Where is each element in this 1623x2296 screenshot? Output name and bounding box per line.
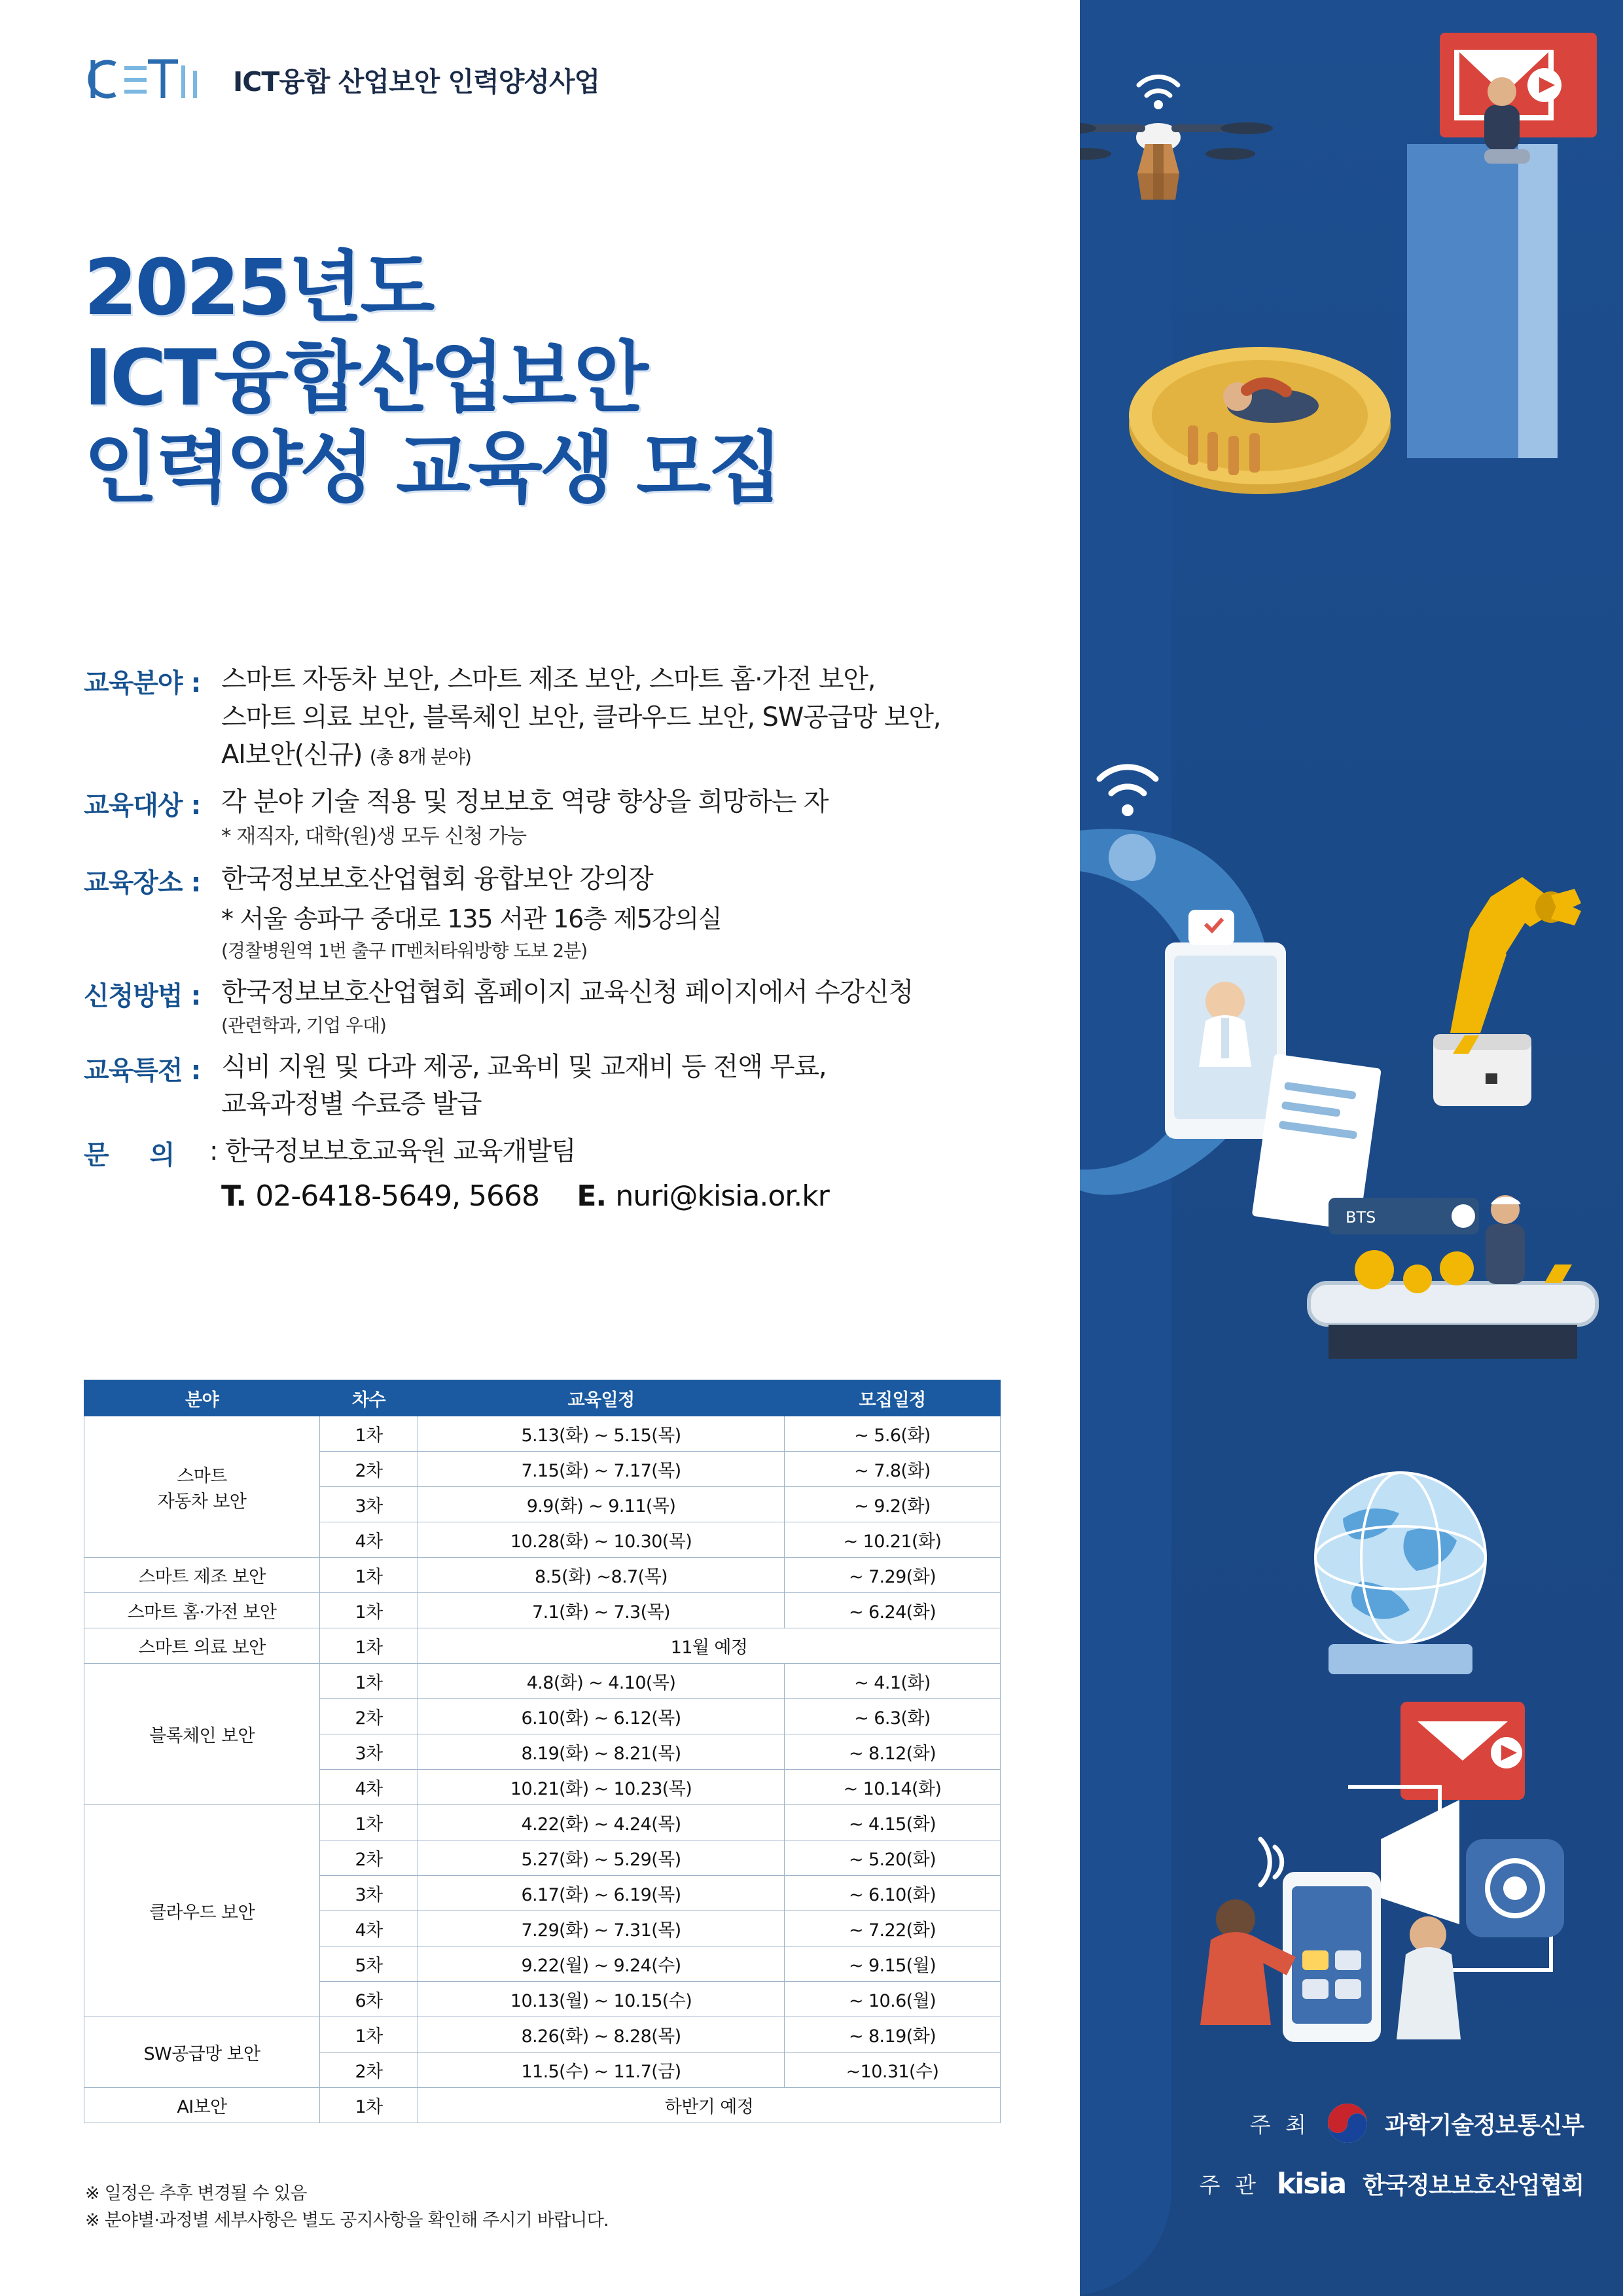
cell-round: 1차	[320, 1558, 418, 1593]
table-row	[84, 2088, 1001, 2123]
cell-edu-date: 4.22(화) ~ 4.24(목)	[418, 1805, 785, 1840]
cell-apply-date: ~ 10.21(화)	[785, 1522, 1001, 1558]
brand-header	[85, 51, 599, 107]
cell-round: 2차	[320, 2053, 418, 2088]
cell-area: 스마트 자동차 보안	[84, 1416, 320, 1558]
cell-round: 4차	[320, 1911, 418, 1946]
drone-illustration	[1080, 39, 1289, 249]
cell-apply-date: ~ 7.29(화)	[785, 1558, 1001, 1593]
cell-edu-date: 5.13(화) ~ 5.15(목)	[418, 1416, 785, 1452]
table-row	[84, 2017, 1001, 2053]
schedule-table	[84, 1380, 1001, 2123]
page-title	[84, 242, 1079, 513]
sponsor-row-host	[1126, 2103, 1584, 2144]
cell-area: 스마트 제조 보안	[84, 1558, 320, 1593]
gold-coin-illustration	[1109, 327, 1410, 517]
cell-apply-date: ~ 5.20(화)	[785, 1840, 1001, 1876]
info-body-contact: : 한국정보보호교육원 교육개발팀 T. 02-6418-5649, 5668 E. nuri@kisia.or.kr	[221, 1133, 1065, 1217]
email-label: E.	[577, 1179, 607, 1213]
table-row	[84, 1628, 1001, 1664]
cell-apply-date: ~10.31(수)	[785, 2053, 1001, 2088]
cell-edu-date: 7.15(화) ~ 7.17(목)	[418, 1452, 785, 1487]
info-label-venue: 교육장소 :	[84, 868, 201, 898]
info-row-benefits	[84, 1049, 1065, 1124]
cell-edu-date: 5.27(화) ~ 5.29(목)	[418, 1840, 785, 1876]
rok-taegeuk-icon	[1327, 2103, 1368, 2144]
info-body-target	[221, 783, 1065, 852]
sponsor-row-organizer	[1126, 2167, 1584, 2200]
info-label-contact: 문 의	[84, 1139, 191, 1170]
brand-title: ICT융합 산업보안 인력양성사업	[233, 65, 600, 98]
info-label-apply: 신청방법 :	[84, 980, 201, 1011]
email-value: nuri@kisia.or.kr	[615, 1179, 829, 1213]
info-body-venue	[221, 861, 1065, 965]
cell-edu-date: 6.17(화) ~ 6.19(목)	[418, 1876, 785, 1911]
cell-round: 1차	[320, 1416, 418, 1452]
cell-round: 1차	[320, 1664, 418, 1699]
info-row-contact	[84, 1133, 1065, 1217]
decorative-panel	[1080, 0, 1623, 2296]
info-body-apply	[221, 974, 1065, 1039]
cell-round: 1차	[320, 1628, 418, 1664]
cell-round: 6차	[320, 1982, 418, 2017]
table-row	[84, 1805, 1001, 1840]
sponsor-role-label: 주 최	[1249, 2111, 1311, 2138]
cell-edu-date: 11월 예정	[418, 1628, 1001, 1664]
cell-round: 3차	[320, 1487, 418, 1522]
th-edu: 교육일정	[418, 1380, 785, 1416]
cell-apply-date: ~ 6.24(화)	[785, 1593, 1001, 1628]
smart-factory-illustration	[1289, 1119, 1616, 1381]
field-line-1: 스마트 자동차 보안, 스마트 제조 보안, 스마트 홈·가전 보안,	[221, 664, 876, 694]
cell-area: 스마트 홈·가전 보안	[84, 1593, 320, 1628]
schedule-table-wrapper	[84, 1380, 1000, 2123]
cell-area: 스마트 의료 보안	[84, 1628, 320, 1664]
cell-edu-date: 하반기 예정	[418, 2088, 1001, 2123]
title-line-2: ICT융합산업보안	[84, 332, 646, 423]
sponsor-name: 한국정보보호산업협회	[1363, 2172, 1584, 2199]
info-label-field: 교육분야 :	[84, 668, 201, 698]
cell-round: 1차	[320, 1593, 418, 1628]
cell-apply-date: ~ 7.8(화)	[785, 1452, 1001, 1487]
cell-apply-date: ~ 6.10(화)	[785, 1876, 1001, 1911]
footnote-2: ※ 분야별·과정별 세부사항은 별도 공지사항을 확인해 주시기 바랍니다.	[85, 2210, 609, 2231]
venue-directions: (경찰병원역 1번 출구 IT벤처타워방향 도보 2분)	[221, 940, 588, 962]
cell-round: 2차	[320, 1699, 418, 1734]
cell-edu-date: 10.28(화) ~ 10.30(목)	[418, 1522, 785, 1558]
ict-logo-icon	[85, 51, 216, 107]
cell-area: 클라우드 보안	[84, 1805, 320, 2017]
cell-round: 5차	[320, 1946, 418, 1982]
cell-area: SW공급망 보안	[84, 2017, 320, 2088]
info-row-target	[84, 783, 1065, 852]
benefit-line-1: 식비 지원 및 다과 제공, 교육비 및 교재비 등 전액 무료,	[221, 1051, 827, 1082]
cell-area: 블록체인 보안	[84, 1664, 320, 1805]
info-body-benefits	[221, 1049, 1065, 1124]
svg-text:BTS: BTS	[1346, 1208, 1376, 1227]
cell-edu-date: 8.26(화) ~ 8.28(목)	[418, 2017, 785, 2053]
th-round: 차수	[320, 1380, 418, 1416]
cell-edu-date: 8.19(화) ~ 8.21(목)	[418, 1734, 785, 1770]
cell-apply-date: ~ 4.1(화)	[785, 1664, 1001, 1699]
cell-edu-date: 6.10(화) ~ 6.12(목)	[418, 1699, 785, 1734]
field-line-2: 스마트 의료 보안, 블록체인 보안, 클라우드 보안, SW공급망 보안,	[221, 702, 941, 732]
table-row	[84, 1558, 1001, 1593]
cell-edu-date: 7.1(화) ~ 7.3(목)	[418, 1593, 785, 1628]
cell-round: 1차	[320, 2088, 418, 2123]
cell-apply-date: ~ 9.2(화)	[785, 1487, 1001, 1522]
cell-apply-date: ~ 10.14(화)	[785, 1770, 1001, 1805]
cell-apply-date: ~ 10.6(월)	[785, 1982, 1001, 2017]
tel-value: 02-6418-5649, 5668	[255, 1179, 540, 1213]
robot-arm-illustration	[1355, 857, 1590, 1132]
field-count: (총 8개 분야)	[369, 746, 471, 768]
sponsor-name: 과학기술정보통신부	[1385, 2111, 1584, 2139]
cell-apply-date: ~ 4.15(화)	[785, 1805, 1001, 1840]
schedule-table-body	[84, 1416, 1001, 2123]
info-row-apply	[84, 974, 1065, 1039]
sponsor-role-label: 주 관	[1199, 2172, 1260, 2198]
cell-edu-date: 8.5(화) ~8.7(목)	[418, 1558, 785, 1593]
sponsor-block	[1126, 2103, 1584, 2224]
contact-team: 한국정보보호교육원 교육개발팀	[224, 1136, 576, 1166]
cell-edu-date: 4.8(화) ~ 4.10(목)	[418, 1664, 785, 1699]
cell-apply-date: ~ 7.22(화)	[785, 1911, 1001, 1946]
table-header-row	[84, 1380, 1001, 1416]
info-row-venue	[84, 861, 1065, 965]
table-row	[84, 1416, 1001, 1452]
cell-edu-date: 9.9(화) ~ 9.11(목)	[418, 1487, 785, 1522]
cell-round: 3차	[320, 1876, 418, 1911]
cell-apply-date: ~ 5.6(화)	[785, 1416, 1001, 1452]
field-line-3: AI보안(신규)	[221, 740, 363, 770]
info-label-target: 교육대상 :	[84, 790, 201, 821]
cell-round: 2차	[320, 1840, 418, 1876]
cell-apply-date: ~ 6.3(화)	[785, 1699, 1001, 1734]
info-body-field	[221, 661, 1065, 774]
cell-apply-date: ~ 9.15(월)	[785, 1946, 1001, 1982]
target-note: * 재직자, 대학(원)생 모두 신청 가능	[221, 825, 527, 849]
venue-address: * 서울 송파구 중대로 135 서관 16층 제5강의실	[221, 904, 722, 933]
footnote-1: ※ 일정은 추후 변경될 수 있음	[85, 2183, 307, 2204]
cell-edu-date: 9.22(월) ~ 9.24(수)	[418, 1946, 785, 1982]
cell-round: 4차	[320, 1522, 418, 1558]
mobile-share-illustration	[1185, 1676, 1603, 2081]
title-line-1: 2025년도	[84, 242, 433, 332]
venue-line-1: 한국정보보호산업협회 융합보안 강의장	[221, 864, 653, 894]
apply-line-1: 한국정보보호산업협회 홈페이지 교육신청 페이지에서 수강신청	[221, 977, 913, 1007]
cell-edu-date: 10.21(화) ~ 10.23(목)	[418, 1770, 785, 1805]
cell-area: AI보안	[84, 2088, 320, 2123]
target-line-1: 각 분야 기술 적용 및 정보보호 역량 향상을 희망하는 자	[221, 786, 829, 817]
benefit-line-2: 교육과정별 수료증 발급	[221, 1089, 482, 1120]
table-row	[84, 1664, 1001, 1699]
cell-apply-date: ~ 8.12(화)	[785, 1734, 1001, 1770]
cell-round: 1차	[320, 1805, 418, 1840]
cell-edu-date: 10.13(월) ~ 10.15(수)	[418, 1982, 785, 2017]
th-apply: 모집일정	[785, 1380, 1001, 1416]
cell-round: 3차	[320, 1734, 418, 1770]
globe-illustration	[1283, 1460, 1518, 1682]
cell-round: 1차	[320, 2017, 418, 2053]
info-row-field	[84, 661, 1065, 774]
info-label-benefits: 교육특전 :	[84, 1055, 201, 1086]
cell-edu-date: 11.5(수) ~ 11.7(금)	[418, 2053, 785, 2088]
contact-details	[221, 1175, 1065, 1217]
table-row	[84, 1593, 1001, 1628]
footnotes	[85, 2181, 609, 2234]
cell-round: 2차	[320, 1452, 418, 1487]
tel-label: T.	[221, 1179, 247, 1213]
info-list	[84, 661, 1065, 1227]
kisia-logo-icon: kisia	[1276, 2167, 1346, 2200]
title-line-3: 인력양성 교육생 모집	[84, 423, 781, 514]
cell-apply-date: ~ 8.19(화)	[785, 2017, 1001, 2053]
cell-round: 4차	[320, 1770, 418, 1805]
th-area: 분야	[84, 1380, 320, 1416]
cell-edu-date: 7.29(화) ~ 7.31(목)	[418, 1911, 785, 1946]
apply-note: (관련학과, 기업 우대)	[221, 1014, 386, 1037]
